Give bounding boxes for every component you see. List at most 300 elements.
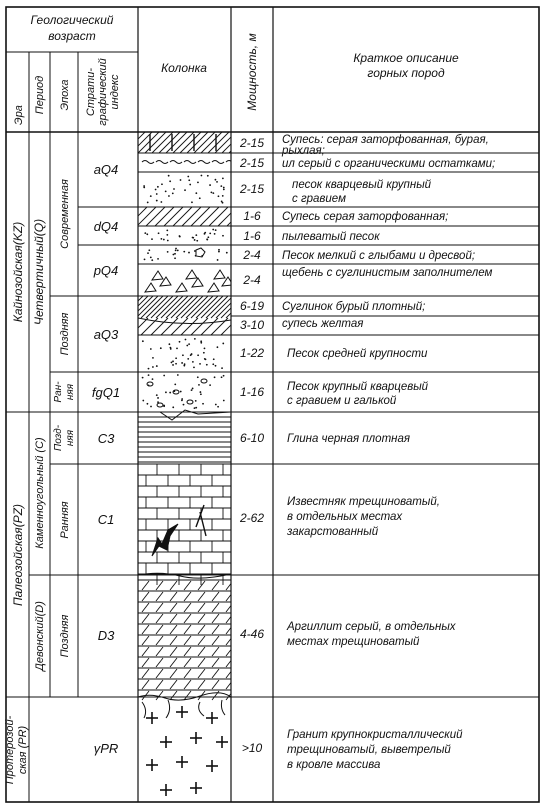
thickness-4: 1-6 [243,209,261,223]
pattern-sandy-loam [155,207,174,226]
pattern-medium-sand-dot [160,347,162,349]
pattern-sand-dot [188,179,190,181]
pattern-loam [116,296,138,318]
pattern-sand-dot [199,197,201,199]
desc-2: ил серый с органическими остатками; [282,158,496,170]
header-description-line1: Краткое описание [353,51,459,65]
pattern-sand-dot [187,176,189,178]
pattern-sandy-loam [218,207,237,226]
pattern-argillite-tick [156,625,163,634]
pattern-medium-sand-dot [221,367,223,369]
pattern-sandy-loam [131,318,148,335]
pattern-argillite-tick [184,658,191,667]
pattern-sand-dot [155,189,157,191]
desc-15-line3: в кровле массива [287,759,381,771]
pattern-silty-sand-dot [163,239,165,241]
pattern-coarse-sand-dot [142,377,144,379]
pattern-argillite-tick [142,614,149,623]
thickness-values [239,136,264,755]
pattern-argillite-tick [142,592,149,601]
pattern-medium-sand-dot [175,357,177,359]
pattern-argillite-tick [142,603,149,612]
pattern-sand-dot [184,189,186,191]
pattern-sand-dot [220,185,222,187]
desc-14-line1: Аргиллит серый, в отдельных [287,621,456,633]
pattern-pebble [173,390,179,394]
pattern-coarse-sand-dot [202,403,204,405]
pattern-coarse-sand-dot [142,400,144,402]
pattern-coarse-sand-dot [174,383,176,385]
pattern-fine-sand-dot [188,252,190,254]
pattern-coarse-sand-dot [215,404,217,406]
index-fgQ1: fgQ1 [91,385,121,400]
header-index-line1: Страти- [85,67,97,117]
thickness-2: 2-15 [239,156,265,170]
pattern-argillite-tick [226,592,233,601]
pattern-medium-sand-dot [148,368,150,370]
pattern-silty-sand-dot [214,233,216,235]
pattern-argillite-tick [156,680,163,689]
pattern-argillite-tick [212,647,219,656]
pattern-medium-sand-dot [181,362,183,364]
pattern-sand-dot [156,200,158,202]
pattern-coarse-sand-dot [217,406,219,408]
pattern-karst-cavity [152,524,178,556]
header-description-line2: горных пород [367,66,445,80]
pattern-silty-sand-dot [195,234,197,236]
thickness-1: 2-15 [239,136,265,150]
pattern-silty-sand-dot [146,233,148,235]
pattern-medium-sand-dot [192,361,194,363]
pattern-coarse-sand-dot [209,384,211,386]
pattern-medium-sand-dot [150,348,152,350]
pattern-argillite-tick [142,669,149,678]
desc-12: Глина черная плотная [287,433,411,445]
pattern-silt-wave [198,161,210,164]
header-period: Период [34,75,46,115]
pattern-coarse-sand-dot [198,384,200,386]
pattern-rubble-triangle [192,278,203,287]
pattern-sandy-loam [191,207,210,226]
era-paleozoic: Палеозойская(PZ) [11,503,25,607]
header-thickness: Мощность, м [245,33,259,111]
pattern-fine-sand-dot [174,253,176,255]
header-geo-age-line2: возраст [48,29,96,43]
pattern-silt-wave [226,161,238,164]
pattern-silty-sand-dot [151,238,153,240]
thickness-14: 4-46 [239,627,265,641]
pattern-fine-sand-dot [172,254,174,256]
pattern-rubble-triangle [176,283,187,292]
age-labels [4,179,76,784]
pattern-argillite-tick [212,592,219,601]
pattern-sand-dot [169,180,171,182]
pattern-argillite-tick [212,625,219,634]
pattern-sand-dot [160,201,162,203]
pattern-coarse-sand-dot [180,391,182,393]
pattern-coarse-sand-dot [169,392,171,394]
pattern-argillite-tick [226,658,233,667]
desc-3-line1: песок кварцевый крупный [292,179,432,191]
pattern-medium-sand-dot [168,343,170,345]
pattern-pebble [201,379,207,383]
pattern-sandy-loam [209,207,228,226]
pattern-argillite-tick [156,669,163,678]
epoch-late-c-line2: няя [65,429,76,447]
pattern-coarse-sand-dot [150,406,152,408]
pattern-coarse-sand-dot [191,389,193,391]
pattern-medium-sand-dot [175,363,177,365]
header-epoch: Эпоха [59,79,71,111]
pattern-argillite-tick [170,625,177,634]
pattern-argillite-tick [156,592,163,601]
pattern-fine-sand-dot [174,257,176,259]
index-C1: C1 [97,512,115,527]
pattern-pebble [147,382,153,386]
pattern-fine-sand-dot [217,259,219,261]
pattern-sand-dot [168,195,170,197]
pattern-coarse-sand-dot [177,374,179,376]
pattern-fine-sand-dot [175,249,177,251]
pattern-argillite-tick [198,691,205,700]
pattern-coarse-sand-dot [195,407,197,409]
pattern-argillite-tick [142,647,149,656]
thickness-3: 2-15 [239,182,265,196]
pattern-fine-sand-dot [147,252,149,254]
pattern-silty-sand-dot [160,238,162,240]
era-cenozoic: Кайнозойская(KZ) [11,221,25,323]
pattern-silty-sand-dot [204,232,206,234]
pattern-sandy-loam [137,207,156,226]
header-geo-age-line1: Геологический [30,13,114,27]
pattern-silty-sand-dot [167,240,169,242]
pattern-fine-sand-dot [218,251,220,253]
pattern-argillite-tick [142,581,149,590]
pattern-argillite-tick [184,625,191,634]
pattern-argillite-tick [142,636,149,645]
pattern-rubble-triangle [186,270,197,279]
pattern-fine-sand-dot [226,252,228,254]
pattern-sandy-loam [191,318,208,335]
descriptions [281,134,495,771]
pattern-fine-sand-dot [218,249,220,251]
pattern-coarse-sand-dot [199,391,201,393]
pattern-fine-sand-dot [183,251,185,253]
pattern-sand-dot [222,202,224,204]
pattern-argillite-tick [170,614,177,623]
index-C3: C3 [97,431,115,446]
desc-1-line1: Супесь: серая заторфованная, бурая, [282,134,489,146]
thickness-9: 3-10 [239,318,265,332]
pattern-medium-sand-dot [212,363,214,365]
desc-11-line2: с гравием и галькой [287,395,397,407]
pattern-silty-sand-dot [166,234,168,236]
pattern-medium-sand-dot [204,347,206,349]
pattern-coarse-sand-dot [157,397,159,399]
pattern-medium-sand-dot [156,365,158,367]
pattern-argillite-tick [184,581,191,590]
desc-8: Суглинок бурый плотный; [282,301,426,313]
pattern-medium-sand-dot [203,352,205,354]
pattern-medium-sand-dot [186,345,188,347]
pattern-argillite-tick [184,603,191,612]
pattern-argillite-tick [184,614,191,623]
desc-15-line2: трещиноватый, выветрелый [287,744,451,756]
thickness-15: >10 [241,741,263,755]
pattern-fine-sand-dot [144,258,146,260]
pattern-sand-dot [222,177,224,179]
pattern-medium-sand-dot [197,354,199,356]
desc-6: Песок мелкий с глыбами и дресвой; [282,250,476,262]
pattern-medium-sand-dot [206,364,208,366]
pattern-coarse-sand-dot [163,375,165,377]
pattern-sand-dot [218,195,220,197]
header [13,13,459,126]
pattern-fine-sand-dot [148,249,150,251]
header-era: Эра [13,105,25,125]
pattern-argillite-tick [156,636,163,645]
pattern-argillite-tick [226,680,233,689]
pattern-rubble-triangle [152,271,163,280]
pattern-sand-dot [195,192,197,194]
pattern-sand-dot [165,190,167,192]
pattern-medium-sand-dot [172,360,174,362]
pattern-sand-dot [150,195,152,197]
desc-10: Песок средней крупности [287,348,428,360]
index-D3: D3 [97,628,115,643]
pattern-silty-sand-dot [209,233,211,235]
index-gamma-PR: γPR [93,741,119,756]
pattern-coarse-sand-dot [156,394,158,396]
pattern-argillite-tick [156,658,163,667]
pattern-silty-sand-dot [158,232,160,234]
pattern-coarse-sand-dot [197,376,199,378]
pattern-argillite-tick [212,581,219,590]
period-devonian: Девонский(D) [34,601,46,671]
pattern-coarse-sand-dot [165,391,167,393]
pattern-sand-dot [201,175,203,177]
pattern-fine-sand-dot [177,250,179,252]
epoch-early-c: Ранняя [59,501,71,539]
thickness-6: 2-4 [243,248,261,262]
pattern-coarse-sand-dot [163,405,165,407]
pattern-medium-sand-dot [182,354,184,356]
pattern-medium-sand-dot [171,362,173,364]
pattern-argillite-tick [198,636,205,645]
pattern-sand-dot [172,192,174,194]
pattern-pebble [157,403,163,407]
epoch-holocene: Современная [59,179,71,249]
desc-5: пылеватый песок [282,231,380,243]
pattern-argillite-tick [170,691,177,700]
pattern-sandy-loam [181,318,198,335]
pattern-sandy-loam [161,318,178,335]
pattern-argillite-tick [142,680,149,689]
pattern-silty-sand-dot [212,229,214,231]
period-quaternary: Четвертичный(Q) [32,218,46,326]
desc-13-line3: закарстованный [287,526,379,538]
desc-9: супесь желтая [282,318,364,330]
pattern-medium-sand-dot [152,366,154,368]
desc-13-line2: в отдельных местах [287,511,403,523]
pattern-argillite-tick [142,625,149,634]
pattern-argillite-tick [170,647,177,656]
pattern-sandy-loam [146,207,165,226]
pattern-argillite-tick [198,625,205,634]
index-dQ4: dQ4 [93,219,119,234]
pattern-sand-dot [161,183,163,185]
pattern-medium-sand-dot [184,363,186,365]
pattern-argillite-tick [156,614,163,623]
pattern-medium-sand-dot [176,347,178,349]
pattern-sand-dot [197,181,199,183]
pattern-fine-sand-dot [167,251,169,253]
pattern-medium-sand-dot [222,343,224,345]
pattern-argillite-tick [170,680,177,689]
pattern-argillite-tick [198,581,205,590]
pattern-coarse-sand-dot [223,375,225,377]
pattern-silty-sand-dot [222,235,224,237]
pattern-sandy-loam [164,207,183,226]
pattern-coarse-sand-dot [194,407,196,409]
pattern-argillite-tick [226,669,233,678]
column-boundaries [138,153,231,700]
pattern-block [196,248,205,257]
pattern-argillite-tick [198,592,205,601]
pattern-silty-sand-dot [192,237,194,239]
header-index-line2: графический [97,58,109,126]
pattern-argillite-tick [212,680,219,689]
pattern-medium-sand-dot [215,365,217,367]
epoch-early-q-line2: няя [65,383,76,401]
pattern-argillite-tick [198,658,205,667]
pattern-argillite-tick [184,592,191,601]
era-proterozoic-line1: Протерозой- [4,715,16,785]
pattern-argillite-tick [170,592,177,601]
pattern-pebble [187,400,193,404]
pattern-argillite-tick [170,636,177,645]
pattern-sand-dot [168,175,170,177]
pattern-sand-dot [212,192,214,194]
pattern-sand-dot [143,187,145,189]
pattern-silty-sand-dot [207,236,209,238]
pattern-silty-sand-dot [196,240,198,242]
pattern-rubble-triangle [214,270,225,279]
pattern-fine-sand-dot [151,259,153,261]
pattern-fine-sand-dot [157,258,159,260]
pattern-coarse-sand-dot [183,404,185,406]
pattern-coarse-sand-dot [148,374,150,376]
pattern-rubble-triangle [160,277,171,286]
pattern-sandy-loam [201,318,218,335]
pattern-sand-dot [180,179,182,181]
pattern-argillite-tick [226,636,233,645]
pattern-coarse-sand-dot [195,400,197,402]
pattern-coarse-sand-dot [152,378,154,380]
pattern-coarse-sand-dot [223,400,225,402]
thickness-5: 1-6 [243,229,261,243]
thickness-13: 2-62 [239,511,265,525]
pattern-argillite-tick [226,647,233,656]
pattern-argillite-tick [198,614,205,623]
pattern-argillite-tick [170,669,177,678]
desc-4: Супесь серая заторфованная; [282,211,449,223]
pattern-coarse-sand-dot [192,388,194,390]
pattern-sandy-loam [211,318,228,335]
pattern-argillite-tick [212,636,219,645]
index-pQ4: pQ4 [93,263,119,278]
pattern-fine-sand-dot [194,250,196,252]
desc-14-line2: местах трещиноватый [287,636,420,648]
pattern-medium-sand-dot [179,341,181,343]
pattern-medium-sand-dot [193,366,195,368]
strat-indexes [92,162,120,756]
pattern-silt-wave [156,161,168,164]
index-aQ3: aQ3 [93,327,119,342]
index-aQ4: aQ4 [93,162,119,177]
pattern-argillite-tick [212,603,219,612]
pattern-medium-sand-dot [213,358,215,360]
pattern-medium-sand-dot [142,340,144,342]
epoch-early-q-line1: Ран- [53,381,64,403]
pattern-medium-sand-dot [188,343,190,345]
pattern-argillite-tick [156,647,163,656]
pattern-argillite-tick [212,669,219,678]
pattern-medium-sand-dot [190,354,192,356]
pattern-medium-sand-dot [200,342,202,344]
pattern-argillite-tick [226,581,233,590]
pattern-sandy-loam [171,318,188,335]
pattern-argillite-tick [184,636,191,645]
pattern-rubble-triangle [208,283,219,292]
pattern-sand-dot [209,184,211,186]
pattern-coarse-sand-dot [172,406,174,408]
thickness-10: 1-22 [239,346,265,360]
pattern-sand-dot [215,179,217,181]
pattern-coarse-sand-dot [200,393,202,395]
thickness-7: 2-4 [243,273,261,287]
thickness-11: 1-16 [239,385,265,399]
pattern-silty-sand-dot [166,229,168,231]
pattern-sand-dot [157,186,159,188]
pattern-fine-sand-dot [175,248,177,250]
pattern-sand-dot [210,191,212,193]
pattern-sandy-loam [121,318,138,335]
pattern-medium-sand-dot [152,357,154,359]
pattern-medium-sand-dot [170,347,172,349]
pattern-argillite-tick [212,658,219,667]
pattern-medium-sand-dot [199,363,201,365]
epoch-late-q: Поздняя [59,312,71,356]
pattern-argillite-tick [198,603,205,612]
pattern-sand-dot [222,195,224,197]
table-grid [6,7,539,802]
pattern-sandy-loam [119,207,138,226]
pattern-silt-wave [184,161,196,164]
epoch-late-d: Поздняя [59,614,71,658]
desc-13-line1: Известняк трещиноватый, [287,496,440,508]
desc-3-line2: с гравием [292,193,346,205]
pattern-argillite-tick [184,647,191,656]
pattern-sandy-loam [173,207,192,226]
pattern-argillite-tick [170,658,177,667]
pattern-coarse-sand-dot [221,376,223,378]
pattern-silt-wave [170,161,182,164]
pattern-argillite-tick [170,581,177,590]
desc-15-line1: Гранит крупнокристаллический [287,729,463,741]
desc-7: щебень с суглинистым заполнителем [282,267,493,279]
pattern-silty-sand-dot [179,235,181,237]
